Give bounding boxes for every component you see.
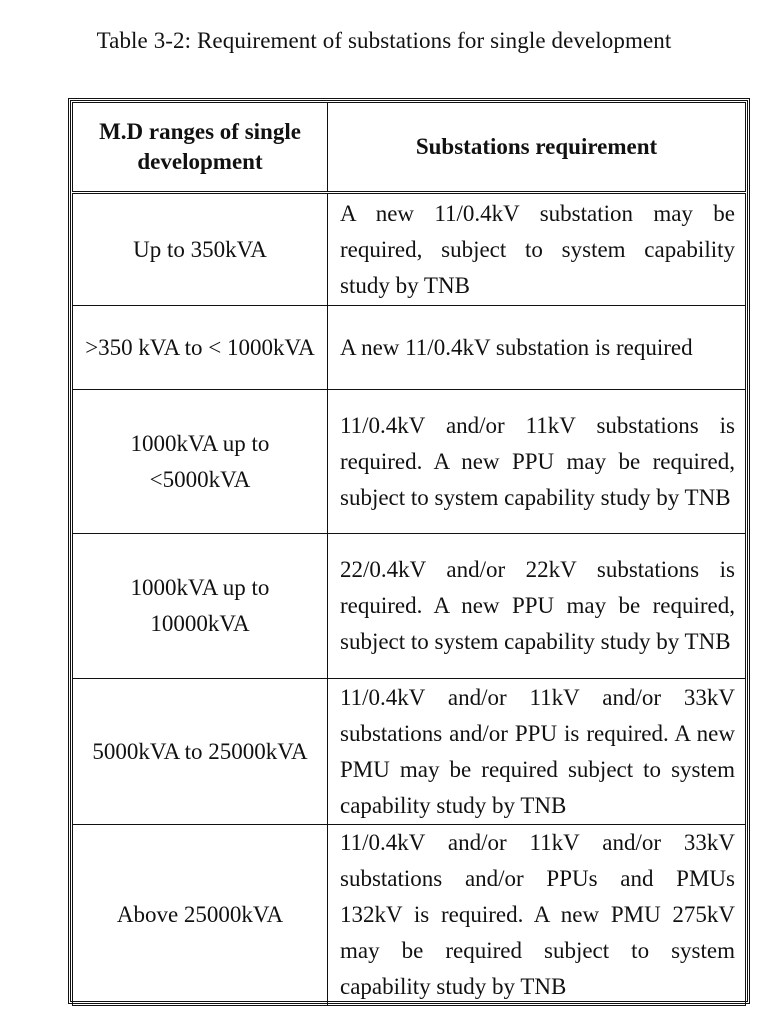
md-range-cell: Up to 350kVA — [73, 193, 328, 306]
requirement-cell: 11/0.4kV and/or 11kV substations is required. A new PPU may be required, subject to system capability study by TNB — [328, 390, 746, 534]
table-row — [73, 825, 746, 1006]
requirement-cell: 22/0.4kV and/or 22kV substations is required. A new PPU may be required, subject to system capability study by TNB — [328, 534, 746, 679]
header-substations-requirement: Substations requirement — [328, 103, 746, 193]
table-row — [73, 390, 746, 534]
requirement-cell: 11/0.4kV and/or 11kV and/or 33kV substations and/or PPU is required. A new PMU may be required subject to system capability study by TNB — [328, 679, 746, 825]
md-range-cell: 1000kVA up to <5000kVA — [73, 390, 328, 534]
header-md-ranges: M.D ranges of single development — [73, 103, 328, 193]
table-row — [73, 306, 746, 390]
md-range-cell: 5000kVA to 25000kVA — [73, 679, 328, 825]
table-row — [73, 679, 746, 825]
table-row — [73, 534, 746, 679]
requirement-cell: A new 11/0.4kV substation is required — [328, 306, 746, 390]
requirement-cell: 11/0.4kV and/or 11kV and/or 33kV substations and/or PPUs and PMUs 132kV is required. A new PMU 275kV may be required subject to system capability study by TNB — [328, 825, 746, 1006]
table-caption: Table 3-2: Requirement of substations for single development — [96, 28, 672, 53]
md-range-cell: Above 25000kVA — [73, 825, 328, 1006]
requirement-cell: A new 11/0.4kV substation may be required, subject to system capability study by TNB — [328, 193, 746, 306]
md-range-cell: 1000kVA up to 10000kVA — [73, 534, 328, 679]
table-row — [73, 193, 746, 306]
md-range-cell: >350 kVA to < 1000kVA — [73, 306, 328, 390]
table-header-row — [73, 103, 746, 193]
substation-requirements-table — [68, 98, 750, 1004]
